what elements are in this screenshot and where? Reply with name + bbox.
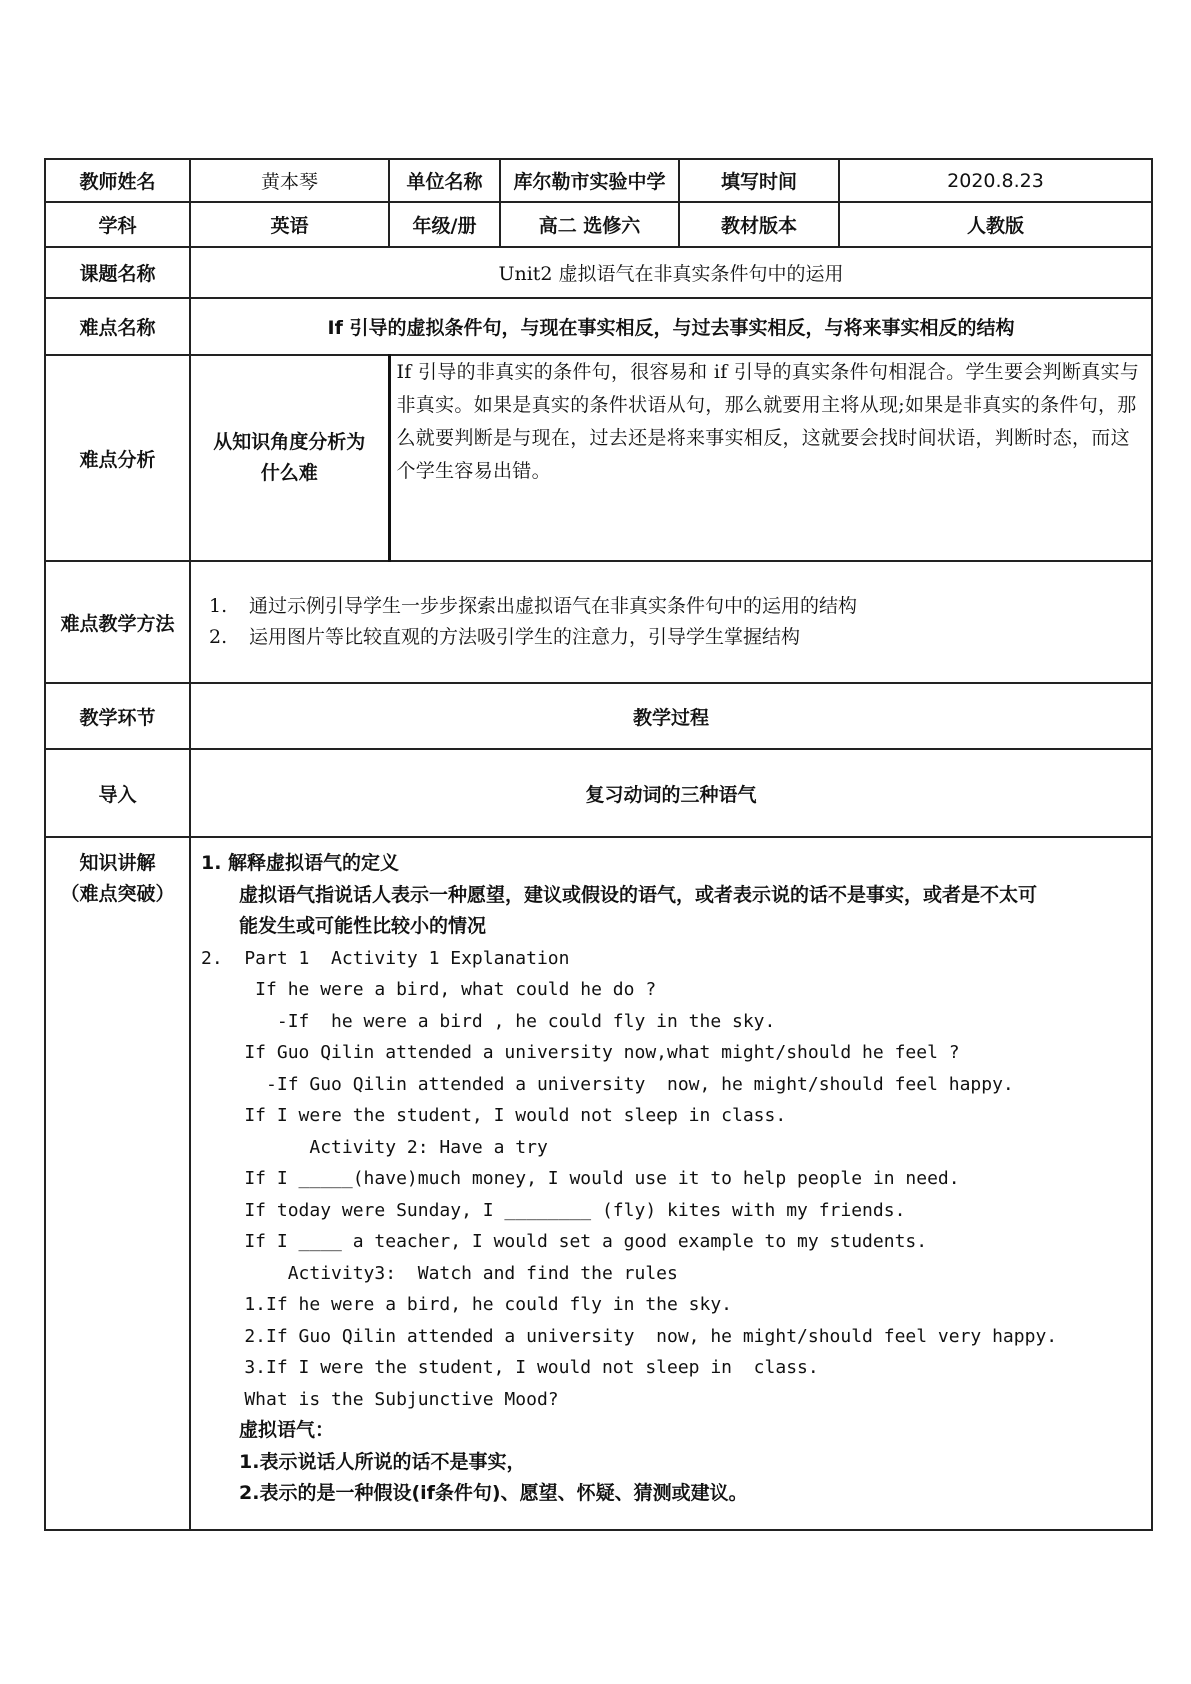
- knowledge-line: If today were Sunday, I ________ (fly) kites with my friends.: [201, 1199, 906, 1221]
- unit-value: 库尔勒市实验中学: [500, 159, 679, 202]
- header-row-2: [45, 202, 1152, 247]
- knowledge-line: 1. 解释虚拟语气的定义: [201, 852, 400, 874]
- header-row-1: [45, 159, 1152, 202]
- lesson-plan-table: [44, 158, 1153, 1531]
- knowledge-line: If I _____(have)much money, I would use it to help people in need.: [201, 1168, 960, 1189]
- knowledge-line: If he were a bird, what could he do ?: [201, 979, 657, 1000]
- knowledge-label-cell: [45, 837, 190, 1530]
- method-item-number: 2.: [209, 626, 228, 648]
- textbook-label: 教材版本: [679, 202, 839, 247]
- unit-label: 单位名称: [389, 159, 500, 202]
- knowledge-line: 1.If he were a bird, he could fly in the sky.: [201, 1294, 733, 1315]
- knowledge-content: [190, 837, 1152, 1530]
- knowledge-line: -If Guo Qilin attended a university now, he might/should feel happy.: [201, 1073, 1014, 1095]
- knowledge-line: 3.If I were the student, I would not sleep in class.: [201, 1357, 819, 1378]
- grade-label: 年级/册: [389, 202, 500, 247]
- difficulty-row: [45, 298, 1152, 355]
- method-list: [197, 591, 1145, 653]
- method-row: [45, 561, 1152, 683]
- method-item: [197, 591, 1145, 622]
- analysis-text: If 引导的非真实的条件句，很容易和 if 引导的真实条件句相混合。学生要会判断真实与非真实。如果是真实的条件状语从句，那么就要用主将从现;如果是非真实的条件句，那么就要判断是与现在，过去还是将来事实相反，这就要会找时间状语，判断时态，而这个学生容易出错。: [389, 355, 1152, 561]
- knowledge-line: 1.表示说话人所说的话不是事实，: [239, 1450, 526, 1473]
- knowledge-line: What is the Subjunctive Mood?: [201, 1388, 559, 1410]
- method-item: [197, 622, 1145, 653]
- analysis-row: [45, 355, 1152, 561]
- knowledge-line: 虚拟语气：: [239, 1419, 335, 1441]
- analysis-label: 难点分析: [45, 355, 190, 561]
- method-label: 难点教学方法: [45, 561, 190, 683]
- textbook-value: 人教版: [839, 202, 1152, 247]
- subject-label: 学科: [45, 202, 190, 247]
- date-label: 填写时间: [679, 159, 839, 202]
- method-item-number: 1.: [209, 595, 228, 617]
- knowledge-line: Activity 2: Have a try: [201, 1136, 548, 1158]
- knowledge-row: [45, 837, 1152, 1530]
- teacher-value: 黄本琴: [190, 159, 389, 202]
- intro-row: [45, 749, 1152, 837]
- knowledge-line: If Guo Qilin attended a university now,what might/should he feel ?: [201, 1042, 960, 1063]
- knowledge-line: 能发生或可能性比较小的情况: [239, 915, 487, 937]
- method-item-text: 通过示例引导学生一步步探索出虚拟语气在非真实条件句中的运用的结构: [249, 595, 858, 617]
- topic-value: Unit2 虚拟语气在非真实条件句中的运用: [190, 247, 1152, 298]
- process-row: [45, 683, 1152, 749]
- knowledge-line: Activity3: Watch and find the rules: [201, 1262, 678, 1284]
- knowledge-line: 虚拟语气指说话人表示一种愿望，建议或假设的语气，或者表示说的话不是事实，或者是不太可: [239, 883, 1038, 906]
- grade-value: 高二 选修六: [500, 202, 679, 247]
- analysis-sub-label: 从知识角度分析为什么难: [190, 355, 389, 561]
- intro-label: 导入: [45, 749, 190, 837]
- topic-row: [45, 247, 1152, 298]
- method-item-text: 运用图片等比较直观的方法吸引学生的注意力，引导学生掌握结构: [249, 626, 801, 648]
- knowledge-line: If I were the student, I would not sleep in class.: [201, 1105, 787, 1126]
- knowledge-line: -If he were a bird , he could fly in the sky.: [201, 1010, 776, 1032]
- method-cell: [190, 561, 1152, 683]
- teacher-label: 教师姓名: [45, 159, 190, 202]
- difficulty-label: 难点名称: [45, 298, 190, 355]
- topic-label: 课题名称: [45, 247, 190, 298]
- knowledge-line: If I ____ a teacher, I would set a good example to my students.: [201, 1231, 928, 1252]
- knowledge-line: 2. Part 1 Activity 1 Explanation: [201, 947, 570, 969]
- knowledge-line: 2.If Guo Qilin attended a university now, he might/should feel very happy.: [201, 1325, 1058, 1347]
- difficulty-value: If 引导的虚拟条件句，与现在事实相反，与过去事实相反，与将来事实相反的结构: [190, 298, 1152, 355]
- intro-value: 复习动词的三种语气: [190, 749, 1152, 837]
- subject-value: 英语: [190, 202, 389, 247]
- knowledge-label: 知识讲解: [79, 852, 156, 874]
- knowledge-line: 2.表示的是一种假设(if条件句)、愿望、怀疑、猜测或建议。: [239, 1482, 748, 1504]
- process-label: 教学环节: [45, 683, 190, 749]
- knowledge-sub-label: （难点突破）: [60, 883, 175, 905]
- process-value: 教学过程: [190, 683, 1152, 749]
- date-value: 2020.8.23: [839, 159, 1152, 202]
